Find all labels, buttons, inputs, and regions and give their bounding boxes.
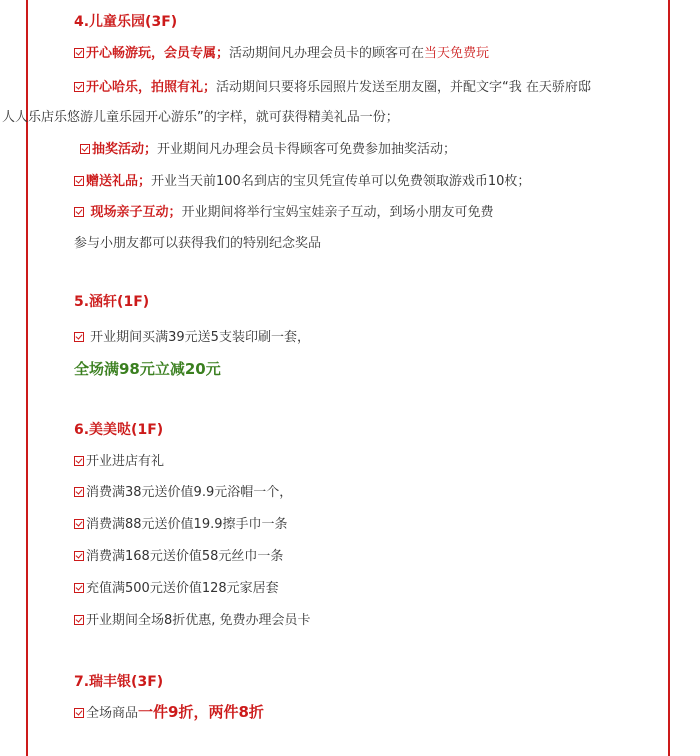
checkbox-icon: [74, 487, 84, 497]
checkbox-icon: [74, 456, 84, 466]
item-highlight: 一件9折，两件8折: [138, 703, 264, 721]
item-label: 开心畅游玩，会员专属；: [86, 46, 230, 61]
checkbox-icon: [74, 519, 84, 529]
item-text: 活动期间只要将乐园照片发送至朋友圈，并配文字“我 在天骄府邸: [216, 80, 591, 95]
list-item: [74, 702, 264, 724]
item-text: 消费满38元送价值9.9元浴帽一个，: [86, 485, 293, 500]
checkbox-icon: [74, 583, 84, 593]
list-item-continuation: 参与小朋友都可以获得我们的特别纪念奖品: [74, 236, 322, 251]
item-text: 开业期间将举行宝妈宝娃亲子互动，到场小朋友可免费: [181, 205, 494, 220]
item-label: 抽奖活动；: [92, 142, 158, 157]
list-item-continuation: 人人乐店乐悠游儿童乐园开心游乐”的字样，就可获得精美礼品一份；: [2, 110, 399, 125]
list-item: [74, 547, 283, 567]
item-label: 开心哈乐，拍照有礼；: [86, 80, 217, 95]
item-text: 活动期间凡办理会员卡的顾客可在: [229, 46, 425, 61]
list-item: [74, 44, 489, 64]
list-item: [74, 328, 310, 348]
item-text: 消费满168元送价值58元丝巾一条: [86, 549, 284, 564]
section-heading-children-park: 4.儿童乐园(3F): [74, 14, 178, 30]
checkbox-icon: [74, 176, 84, 186]
list-item: [74, 579, 279, 599]
item-highlight: 当天免费玩: [424, 46, 490, 61]
item-text: 开业期间全场8折优惠, 免费办理会员卡: [86, 613, 311, 628]
item-label: 现场亲子互动；: [86, 205, 182, 220]
list-item: [80, 140, 456, 160]
item-text: 开业期间凡办理会员卡得顾客可免费参加抽奖活动；: [157, 142, 457, 157]
item-text: 全场商品: [86, 706, 139, 721]
list-item: [74, 78, 591, 98]
checkbox-icon: [74, 708, 84, 718]
list-item: [74, 452, 164, 472]
checkbox-icon: [74, 82, 84, 92]
list-item: [74, 515, 288, 535]
checkbox-icon: [74, 615, 84, 625]
item-text: 开业当天前100名到店的宝贝凭宣传单可以免费领取游戏币10枚；: [151, 174, 531, 189]
item-text: 充值满500元送价值128元家居套: [86, 581, 279, 596]
item-text: 开业期间买满39元送5支装印刷一套，: [86, 330, 310, 345]
list-item: [74, 611, 311, 631]
list-item: [74, 172, 530, 192]
checkbox-icon: [74, 332, 84, 342]
item-label: 赠送礼品；: [86, 174, 152, 189]
checkbox-icon: [74, 551, 84, 561]
checkbox-icon: [74, 207, 84, 217]
list-item: [74, 203, 494, 223]
checkbox-icon: [80, 144, 90, 154]
section-heading-meimeida: 6.美美哒(1F): [74, 422, 164, 438]
promo-text: 全场满98元立减20元: [74, 360, 221, 378]
section-heading-ruifengyin: 7.瑞丰银(3F): [74, 674, 164, 690]
list-item: [74, 483, 292, 503]
section-heading-hanxuan: 5.涵轩(1F): [74, 294, 150, 310]
checkbox-icon: [74, 48, 84, 58]
item-text: 消费满88元送价值19.9擦手巾一条: [86, 517, 288, 532]
item-text: 开业进店有礼: [86, 454, 165, 469]
